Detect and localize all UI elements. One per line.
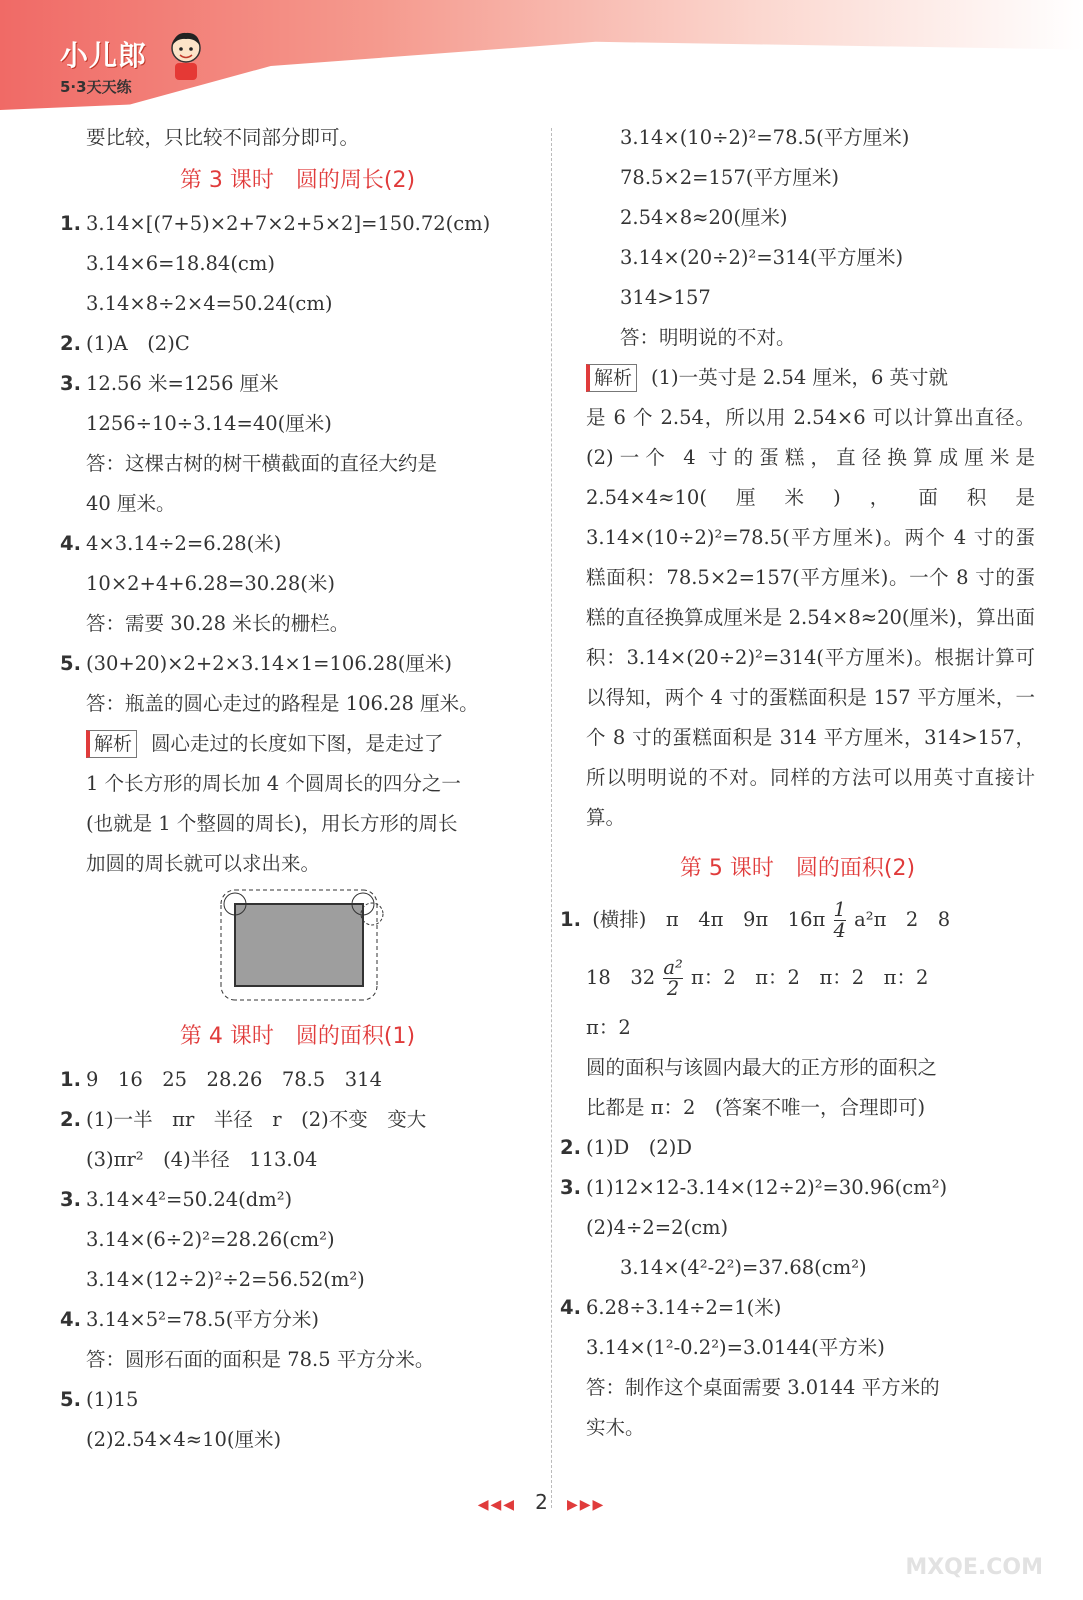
fraction-numerator: a² — [663, 956, 683, 979]
left-column — [60, 118, 535, 1460]
answer-line: 答：圆形石面的面积是 78.5 平方分米。 — [86, 1348, 435, 1371]
answer-line: (横排) π 4π 9π 16π — [592, 908, 826, 931]
column-divider — [551, 128, 552, 1508]
analysis-tag: 解析 — [86, 730, 137, 758]
question-number: 5. — [60, 652, 81, 675]
question-number: 2. — [60, 1108, 81, 1131]
prev-arrows-icon: ◀◀◀ — [477, 1497, 517, 1513]
answer-line: 答：需要 30.28 米长的栅栏。 — [86, 612, 350, 635]
brand-title: 小儿郎 — [60, 39, 148, 72]
answer-line: 3.14×8÷2×4=50.24(cm) — [86, 292, 333, 315]
answer-line: (1)15 — [86, 1388, 139, 1411]
answer-line: 3.14×(6÷2)²=28.26(cm²) — [86, 1228, 335, 1251]
question-number: 4. — [60, 1308, 81, 1331]
answer-line: 比都是 π：2 (答案不唯一，合理即可) — [586, 1096, 926, 1119]
answer-line: 3.14×(20÷2)²=314(平方厘米) — [620, 246, 904, 269]
brand-logo — [60, 34, 147, 97]
answer-line: 圆的面积与该圆内最大的正方形的面积之 — [586, 1056, 938, 1079]
question-number: 2. — [560, 1136, 581, 1159]
answer-line: (1)一半 πr 半径 r (2)不变 变大 — [86, 1108, 427, 1131]
answer-line: (1)A (2)C — [86, 332, 190, 355]
question-number: 3. — [60, 1188, 81, 1211]
answer-line: 答：瓶盖的圆心走过的路程是 106.28 厘米。 — [86, 692, 479, 715]
analysis-tag: 解析 — [586, 364, 637, 392]
fraction-a-squared-half — [663, 958, 682, 999]
answer-line: 实木。 — [586, 1416, 645, 1439]
answer-line: 答：制作这个桌面需要 3.0144 平方米的 — [586, 1376, 940, 1399]
mascot-boy-icon — [165, 30, 207, 82]
answer-line: 40 厘米。 — [86, 492, 176, 515]
question-number: 1. — [60, 1068, 81, 1091]
answer-line: 3.14×5²=78.5(平方分米) — [86, 1308, 319, 1331]
answer-line: 3.14×(10÷2)²=78.5(平方厘米) — [620, 126, 910, 149]
intro-text: 要比较，只比较不同部分即可。 — [86, 126, 360, 149]
right-column — [560, 118, 1035, 1448]
answer-line: 9 16 25 28.26 78.5 314 — [86, 1068, 382, 1091]
answer-line: 3.14×[(7+5)×2+7×2+5×2]=150.72(cm) — [86, 212, 491, 235]
question-number: 3. — [60, 372, 81, 395]
answer-line: π：2 — [586, 1016, 631, 1039]
answer-line: (2)2.54×4≈10(厘米) — [86, 1428, 282, 1451]
rectangle-path-figure — [60, 884, 535, 1014]
answer-line: (2)4÷2=2(cm) — [586, 1216, 729, 1239]
answer-line: 314>157 — [620, 286, 711, 309]
answer-line: π：2 π：2 π：2 π：2 — [691, 966, 929, 989]
analysis-text: 圆心走过的长度如下图，是走过了 — [151, 732, 444, 755]
answer-line: 3.14×(1²-0.2²)=3.0144(平方米) — [586, 1336, 885, 1359]
answer-line: 2.54×8≈20(厘米) — [620, 206, 788, 229]
section-title-lesson4: 第 4 课时 圆的面积(1) — [179, 1024, 416, 1049]
analysis-line — [560, 358, 1035, 398]
question-number: 4. — [60, 532, 81, 555]
question-number: 3. — [560, 1176, 581, 1199]
watermark: MXQE.COM — [905, 1555, 1043, 1580]
answer-line: 10×2+4+6.28=30.28(米) — [86, 572, 335, 595]
answer-line: (1)D (2)D — [586, 1136, 693, 1159]
answer-line: 4×3.14÷2=6.28(米) — [86, 532, 282, 555]
analysis-text: 加圆的周长就可以求出来。 — [86, 852, 321, 875]
answer-line: 6.28÷3.14÷2=1(米) — [586, 1296, 782, 1319]
answer-line: 3.14×4²=50.24(dm²) — [86, 1188, 293, 1211]
fraction-one-quarter — [834, 900, 846, 941]
answer-line: (30+20)×2+2×3.14×1=106.28(厘米) — [86, 652, 452, 675]
analysis-text: (1)一英寸是 2.54 厘米，6 英寸就 — [651, 366, 949, 389]
page-number: 2 — [535, 1490, 548, 1514]
answer-line: 3.14×(4²-2²)=37.68(cm²) — [620, 1256, 867, 1279]
analysis-text: 1 个长方形的周长加 4 个圆周长的四分之一 — [86, 772, 461, 795]
answer-line: a²π 2 8 — [854, 908, 951, 931]
answer-line: 答：这棵古树的树干横截面的直径大约是 — [86, 452, 438, 475]
section-title-lesson3: 第 3 课时 圆的周长(2) — [179, 168, 416, 193]
question-number: 4. — [560, 1296, 581, 1319]
analysis-text: (也就是 1 个整圆的周长)，用长方形的周长 — [86, 812, 458, 835]
question-number: 1. — [560, 908, 581, 931]
question-number: 1. — [60, 212, 81, 235]
answer-line: 78.5×2=157(平方厘米) — [620, 166, 839, 189]
answer-line: 12.56 米=1256 厘米 — [86, 372, 279, 395]
answer-line: 答：明明说的不对。 — [620, 326, 796, 349]
answer-line: (3)πr² (4)半径 113.04 — [86, 1148, 318, 1171]
answer-line: 18 32 — [586, 966, 656, 989]
answer-line: 1256÷10÷3.14=40(厘米) — [86, 412, 332, 435]
section-title-lesson5: 第 5 课时 圆的面积(2) — [679, 856, 916, 881]
page-header-banner — [0, 0, 1083, 110]
question-number: 2. — [60, 332, 81, 355]
page-footer — [0, 1490, 1083, 1514]
answer-line: 3.14×6=18.84(cm) — [86, 252, 275, 275]
rectangle-path-diagram — [60, 884, 535, 1014]
fraction-denominator: 2 — [663, 978, 682, 999]
brand-subtitle: 5·3天天练 — [60, 78, 132, 96]
answer-line: 3.14×(12÷2)²÷2=56.52(m²) — [86, 1268, 365, 1291]
fraction-numerator: 1 — [833, 898, 846, 921]
question-number: 5. — [60, 1388, 81, 1411]
analysis-paragraph: 是 6 个 2.54，所以用 2.54×6 可以计算出直径。(2)一个 4 寸的蛋糕，直径换算成厘米是 2.54×4≈10(厘米)，面积是 3.14×(10÷2)²=78.5(平方厘米)。两个 4 寸的蛋糕面积：78.5×2=157(平方厘米)。一个 8 寸的蛋糕的直径换算成厘米是 2.54×8≈20(厘米)，算出面积：3.14×(20÷2)²=314(平方厘米)。根据计算可以得知，两个 4 寸的蛋糕面积是 157 平方厘米，一个 8 寸的蛋糕面积是 314 平方厘米，314>157，所以明明说的不对。同样的方法可以用英寸直接计算。 — [586, 406, 1035, 829]
analysis-line — [60, 724, 535, 764]
fraction-denominator: 4 — [833, 919, 846, 942]
next-arrows-icon: ▶▶▶ — [566, 1497, 606, 1513]
answer-line: (1)12×12-3.14×(12÷2)²=30.96(cm²) — [586, 1176, 948, 1199]
